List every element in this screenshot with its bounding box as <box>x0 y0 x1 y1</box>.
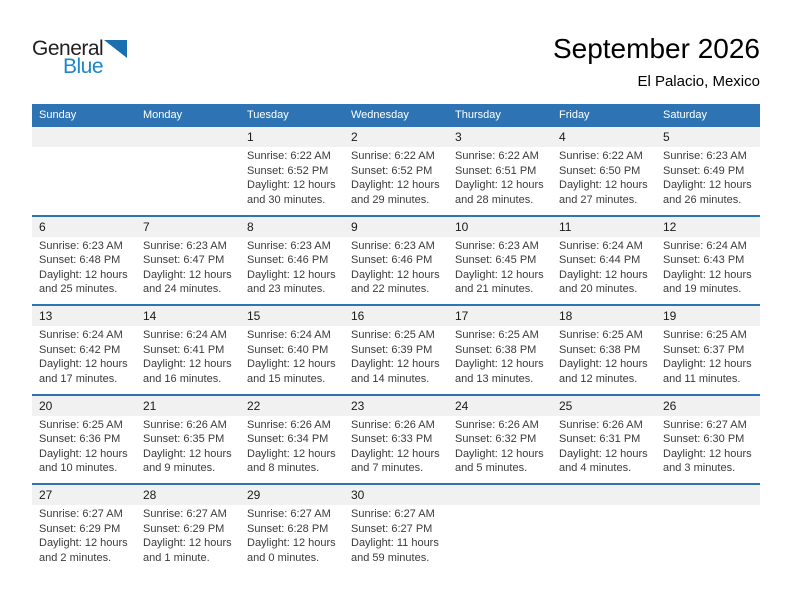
day-cell-13 <box>32 306 136 394</box>
date-number: 10 <box>455 219 469 234</box>
date-band <box>656 396 760 416</box>
week-row <box>32 215 760 305</box>
daylight-text: Daylight: 12 hours and 7 minutes. <box>351 447 440 475</box>
date-band <box>656 306 760 326</box>
day-cell-26 <box>656 396 760 484</box>
sunrise-text: Sunrise: 6:22 AM <box>559 150 643 162</box>
day-cell-empty <box>136 127 240 215</box>
date-band <box>448 217 552 237</box>
date-number: 22 <box>247 398 261 413</box>
date-number: 17 <box>455 309 469 323</box>
day-info <box>552 326 656 386</box>
date-number: 1 <box>247 130 254 144</box>
day-cell-23 <box>344 396 448 484</box>
sunrise-text: Sunrise: 6:23 AM <box>247 239 331 252</box>
date-band <box>136 127 240 147</box>
general-blue-logo <box>32 34 127 77</box>
date-number: 18 <box>559 309 573 323</box>
day-cell-15 <box>240 306 344 394</box>
sunrise-text: Sunrise: 6:23 AM <box>351 239 435 252</box>
day-cell-24 <box>448 396 552 484</box>
daylight-text: Daylight: 12 hours and 27 minutes. <box>559 179 648 206</box>
day-cell-5 <box>656 127 760 215</box>
date-band <box>32 217 136 237</box>
sunrise-text: Sunrise: 6:27 AM <box>39 508 123 520</box>
week-row <box>32 394 760 484</box>
sunrise-text: Sunrise: 6:23 AM <box>143 239 227 252</box>
day-info <box>240 326 344 386</box>
date-band <box>552 217 656 237</box>
day-info <box>344 147 448 207</box>
day-info <box>656 416 760 476</box>
daylight-text: Daylight: 12 hours and 28 minutes. <box>455 179 544 206</box>
sunset-text: Sunset: 6:36 PM <box>39 433 121 446</box>
sunrise-text: Sunrise: 6:24 AM <box>247 329 331 341</box>
day-info <box>344 505 448 565</box>
date-band <box>448 306 552 326</box>
sunset-text: Sunset: 6:39 PM <box>351 343 433 356</box>
sunrise-text: Sunrise: 6:22 AM <box>351 150 435 162</box>
day-info <box>552 147 656 207</box>
date-number: 29 <box>247 488 261 502</box>
date-number: 16 <box>351 309 365 323</box>
sunrise-text: Sunrise: 6:23 AM <box>39 239 123 252</box>
sunset-text: Sunset: 6:46 PM <box>247 254 329 267</box>
day-info <box>32 505 136 565</box>
daylight-text: Daylight: 12 hours and 15 minutes. <box>247 358 336 385</box>
date-band <box>32 306 136 326</box>
daylight-text: Daylight: 12 hours and 30 minutes. <box>247 179 336 206</box>
weekday-header-friday: Friday <box>559 108 590 121</box>
daylight-text: Daylight: 12 hours and 22 minutes. <box>351 268 440 296</box>
sunset-text: Sunset: 6:44 PM <box>559 254 641 267</box>
day-info <box>136 505 240 565</box>
sunrise-text: Sunrise: 6:26 AM <box>351 418 435 431</box>
sunrise-text: Sunrise: 6:25 AM <box>559 329 643 341</box>
sunrise-text: Sunrise: 6:26 AM <box>247 418 331 431</box>
daylight-text: Daylight: 12 hours and 2 minutes. <box>39 537 128 564</box>
date-number: 28 <box>143 488 157 502</box>
sunrise-text: Sunrise: 6:22 AM <box>455 150 539 162</box>
date-number: 2 <box>351 130 358 144</box>
daylight-text: Daylight: 12 hours and 4 minutes. <box>559 447 648 475</box>
daylight-text: Daylight: 12 hours and 26 minutes. <box>663 179 752 206</box>
daylight-text: Daylight: 12 hours and 12 minutes. <box>559 358 648 385</box>
sunrise-text: Sunrise: 6:23 AM <box>663 150 747 162</box>
day-cell-28 <box>136 485 240 573</box>
date-number: 5 <box>663 130 670 144</box>
sunset-text: Sunset: 6:42 PM <box>39 343 121 356</box>
page-title: September 2026 <box>552 33 760 64</box>
day-cell-11 <box>552 217 656 305</box>
date-band <box>656 217 760 237</box>
date-number: 11 <box>559 219 572 234</box>
sunrise-text: Sunrise: 6:25 AM <box>663 329 747 341</box>
daylight-text: Daylight: 12 hours and 8 minutes. <box>247 447 336 475</box>
sunset-text: Sunset: 6:31 PM <box>559 433 641 446</box>
date-band <box>32 127 136 147</box>
location-subtitle: El Palacio, Mexico <box>637 72 760 90</box>
day-cell-10 <box>448 217 552 305</box>
date-number: 6 <box>39 219 46 234</box>
sunset-text: Sunset: 6:43 PM <box>663 254 745 267</box>
date-number: 30 <box>351 488 365 502</box>
day-info <box>32 416 136 476</box>
daylight-text: Daylight: 12 hours and 11 minutes. <box>663 358 752 385</box>
day-info <box>240 416 344 476</box>
daylight-text: Daylight: 12 hours and 3 minutes. <box>663 447 752 475</box>
weekday-header-wednesday: Wednesday <box>351 108 409 121</box>
sunset-text: Sunset: 6:30 PM <box>663 433 745 446</box>
day-cell-1 <box>240 127 344 215</box>
date-band <box>136 306 240 326</box>
daylight-text: Daylight: 12 hours and 29 minutes. <box>351 179 440 206</box>
daylight-text: Daylight: 12 hours and 20 minutes. <box>559 268 648 296</box>
daylight-text: Daylight: 11 hours and 59 minutes. <box>351 537 439 564</box>
day-info <box>656 326 760 386</box>
date-band <box>656 127 760 147</box>
day-info <box>136 326 240 386</box>
date-band <box>448 396 552 416</box>
date-number: 20 <box>39 398 53 413</box>
sunset-text: Sunset: 6:50 PM <box>559 164 641 177</box>
weekday-header-sunday: Sunday <box>39 108 77 121</box>
day-cell-3 <box>448 127 552 215</box>
day-info <box>656 147 760 207</box>
daylight-text: Daylight: 12 hours and 16 minutes. <box>143 358 232 385</box>
daylight-text: Daylight: 12 hours and 19 minutes. <box>663 268 752 296</box>
date-number: 19 <box>663 309 677 323</box>
day-cell-20 <box>32 396 136 484</box>
date-band <box>136 217 240 237</box>
title-block <box>553 34 760 90</box>
sunset-text: Sunset: 6:40 PM <box>247 343 329 356</box>
sunset-text: Sunset: 6:51 PM <box>455 164 537 177</box>
sunset-text: Sunset: 6:32 PM <box>455 433 537 446</box>
daylight-text: Daylight: 12 hours and 17 minutes. <box>39 358 128 385</box>
sunrise-text: Sunrise: 6:25 AM <box>455 329 539 341</box>
day-cell-27 <box>32 485 136 573</box>
date-number: 23 <box>351 398 365 413</box>
weeks-container <box>32 125 760 573</box>
date-band <box>552 485 656 505</box>
sunrise-text: Sunrise: 6:27 AM <box>351 508 435 520</box>
day-info <box>656 237 760 297</box>
day-info <box>240 147 344 207</box>
week-row <box>32 483 760 573</box>
date-band <box>240 127 344 147</box>
date-number: 25 <box>559 398 573 413</box>
day-info <box>448 326 552 386</box>
daylight-text: Daylight: 12 hours and 5 minutes. <box>455 447 544 475</box>
sunset-text: Sunset: 6:46 PM <box>351 254 433 267</box>
sunrise-text: Sunrise: 6:26 AM <box>455 418 539 431</box>
date-number: 21 <box>143 398 157 413</box>
weekday-header-monday: Monday <box>143 108 183 121</box>
logo-text-general: General <box>32 37 104 60</box>
date-band <box>344 485 448 505</box>
sunrise-text: Sunrise: 6:26 AM <box>559 418 643 431</box>
sunset-text: Sunset: 6:38 PM <box>559 343 641 356</box>
day-info <box>136 416 240 476</box>
day-info <box>32 237 136 297</box>
day-cell-14 <box>136 306 240 394</box>
day-cell-25 <box>552 396 656 484</box>
sunset-text: Sunset: 6:29 PM <box>39 522 121 535</box>
day-cell-19 <box>656 306 760 394</box>
date-number: 3 <box>455 130 462 144</box>
day-info <box>240 505 344 565</box>
date-number: 8 <box>247 219 254 234</box>
date-number: 4 <box>559 130 566 144</box>
sunrise-text: Sunrise: 6:24 AM <box>559 239 643 252</box>
day-cell-12 <box>656 217 760 305</box>
date-band <box>552 396 656 416</box>
day-info <box>448 147 552 207</box>
day-cell-29 <box>240 485 344 573</box>
day-cell-16 <box>344 306 448 394</box>
sunset-text: Sunset: 6:47 PM <box>143 254 225 267</box>
daylight-text: Daylight: 12 hours and 9 minutes. <box>143 447 232 475</box>
date-band <box>136 485 240 505</box>
day-cell-empty <box>448 485 552 573</box>
date-number: 7 <box>143 219 150 234</box>
day-cell-17 <box>448 306 552 394</box>
date-band <box>344 396 448 416</box>
day-info <box>448 237 552 297</box>
weekday-header-tuesday: Tuesday <box>247 108 289 121</box>
sunrise-text: Sunrise: 6:26 AM <box>143 418 227 431</box>
date-number: 27 <box>39 488 53 502</box>
date-band <box>240 485 344 505</box>
day-cell-6 <box>32 217 136 305</box>
daylight-text: Daylight: 12 hours and 13 minutes. <box>455 358 544 385</box>
daylight-text: Daylight: 12 hours and 24 minutes. <box>143 268 232 296</box>
logo-triangle-icon <box>104 40 127 58</box>
day-info <box>552 237 656 297</box>
sunset-text: Sunset: 6:28 PM <box>247 522 329 535</box>
sunset-text: Sunset: 6:27 PM <box>351 522 433 535</box>
sunrise-text: Sunrise: 6:24 AM <box>143 329 227 341</box>
sunrise-text: Sunrise: 6:22 AM <box>247 150 331 162</box>
sunset-text: Sunset: 6:35 PM <box>143 433 225 446</box>
day-info <box>344 416 448 476</box>
logo-text-blue: Blue <box>63 55 104 78</box>
weekday-header-saturday: Saturday <box>663 108 708 121</box>
day-cell-empty <box>552 485 656 573</box>
daylight-text: Daylight: 12 hours and 25 minutes. <box>39 268 128 296</box>
date-number: 26 <box>663 398 677 413</box>
date-number: 13 <box>39 309 53 323</box>
daylight-text: Daylight: 12 hours and 14 minutes. <box>351 358 440 385</box>
date-band <box>240 306 344 326</box>
sunrise-text: Sunrise: 6:23 AM <box>455 239 539 252</box>
sunset-text: Sunset: 6:52 PM <box>351 164 433 177</box>
calendar-table <box>32 104 760 573</box>
weekday-header-thursday: Thursday <box>455 108 501 121</box>
day-info <box>344 326 448 386</box>
sunset-text: Sunset: 6:52 PM <box>247 164 329 177</box>
week-row <box>32 125 760 215</box>
date-band <box>32 485 136 505</box>
date-band <box>656 485 760 505</box>
date-band <box>240 217 344 237</box>
date-band <box>32 396 136 416</box>
date-band <box>344 127 448 147</box>
sunrise-text: Sunrise: 6:25 AM <box>351 329 435 341</box>
day-cell-empty <box>656 485 760 573</box>
day-cell-21 <box>136 396 240 484</box>
daylight-text: Daylight: 12 hours and 23 minutes. <box>247 268 336 296</box>
date-band <box>136 396 240 416</box>
daylight-text: Daylight: 12 hours and 0 minutes. <box>247 537 336 564</box>
day-info <box>448 416 552 476</box>
sunset-text: Sunset: 6:49 PM <box>663 164 745 177</box>
day-cell-empty <box>32 127 136 215</box>
daylight-text: Daylight: 12 hours and 21 minutes. <box>455 268 544 296</box>
weekday-header-row <box>32 104 760 125</box>
sunset-text: Sunset: 6:29 PM <box>143 522 225 535</box>
date-band <box>552 306 656 326</box>
sunrise-text: Sunrise: 6:24 AM <box>663 239 747 252</box>
sunset-text: Sunset: 6:48 PM <box>39 254 121 267</box>
sunset-text: Sunset: 6:34 PM <box>247 433 329 446</box>
day-cell-22 <box>240 396 344 484</box>
page-header <box>32 34 760 90</box>
date-band <box>552 127 656 147</box>
sunrise-text: Sunrise: 6:25 AM <box>39 418 123 431</box>
day-cell-7 <box>136 217 240 305</box>
sunset-text: Sunset: 6:33 PM <box>351 433 433 446</box>
date-number: 15 <box>247 309 261 323</box>
day-info <box>552 416 656 476</box>
day-info <box>240 237 344 297</box>
daylight-text: Daylight: 12 hours and 10 minutes. <box>39 447 128 475</box>
day-cell-8 <box>240 217 344 305</box>
date-number: 24 <box>455 398 469 413</box>
sunset-text: Sunset: 6:41 PM <box>143 343 225 356</box>
week-row <box>32 304 760 394</box>
day-info <box>344 237 448 297</box>
sunrise-text: Sunrise: 6:24 AM <box>39 329 123 341</box>
date-number: 9 <box>351 219 358 234</box>
day-info <box>136 237 240 297</box>
daylight-text: Daylight: 12 hours and 1 minute. <box>143 537 232 564</box>
date-band <box>240 396 344 416</box>
sunrise-text: Sunrise: 6:27 AM <box>143 508 227 520</box>
date-band <box>448 127 552 147</box>
date-band <box>448 485 552 505</box>
date-band <box>344 217 448 237</box>
day-cell-9 <box>344 217 448 305</box>
day-cell-18 <box>552 306 656 394</box>
sunset-text: Sunset: 6:38 PM <box>455 343 537 356</box>
date-number: 14 <box>143 309 157 323</box>
day-cell-4 <box>552 127 656 215</box>
sunrise-text: Sunrise: 6:27 AM <box>663 418 747 431</box>
sunset-text: Sunset: 6:45 PM <box>455 254 537 267</box>
day-cell-2 <box>344 127 448 215</box>
sunrise-text: Sunrise: 6:27 AM <box>247 508 331 520</box>
date-band <box>344 306 448 326</box>
sunset-text: Sunset: 6:37 PM <box>663 343 745 356</box>
day-cell-30 <box>344 485 448 573</box>
date-number: 12 <box>663 219 677 234</box>
day-info <box>32 326 136 386</box>
